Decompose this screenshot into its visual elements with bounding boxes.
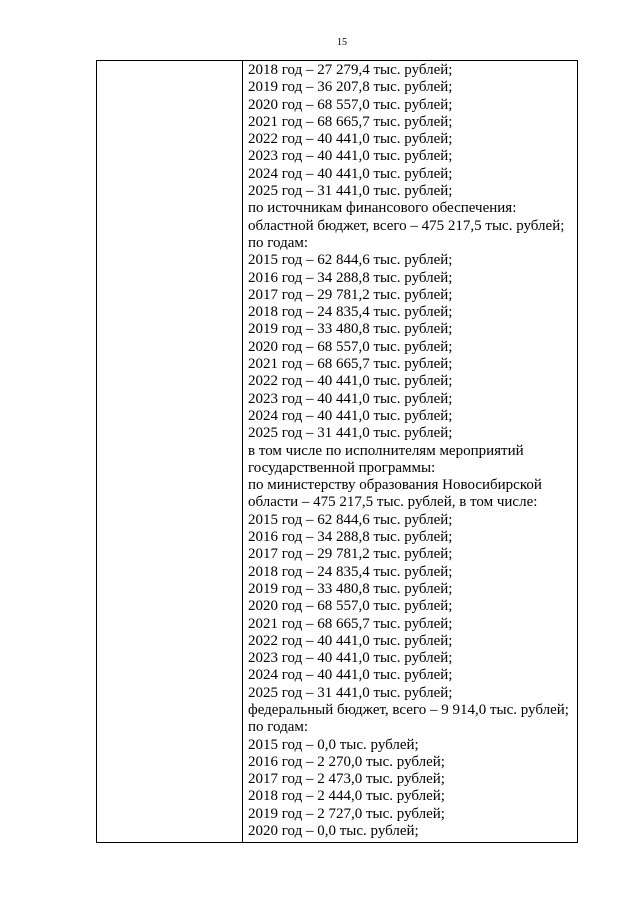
text-line: 2025 год – 31 441,0 тыс. рублей; xyxy=(248,684,453,701)
text-line: по министерству образования Новосибирской xyxy=(248,477,542,494)
table-cell-left xyxy=(97,61,243,842)
text-line: по годам: xyxy=(248,719,309,736)
text-line: 2025 год – 31 441,0 тыс. рублей; xyxy=(248,425,453,442)
text-line: 2018 год – 27 279,4 тыс. рублей; xyxy=(248,62,453,78)
text-line: 2018 год – 24 835,4 тыс. рублей; xyxy=(248,563,453,580)
text-line: 2016 год – 34 288,8 тыс. рублей; xyxy=(248,529,453,546)
text-line: по годам: xyxy=(248,234,309,251)
text-line: области – 475 217,5 тыс. рублей, в том числе: xyxy=(248,494,538,511)
text-line: областной бюджет, всего – 475 217,5 тыс. рублей; xyxy=(248,217,565,234)
text-line: 2023 год – 40 441,0 тыс. рублей; xyxy=(248,390,453,407)
text-line: 2015 год – 62 844,6 тыс. рублей; xyxy=(248,252,453,269)
table-cell-right xyxy=(243,61,577,842)
text-line: 2020 год – 68 557,0 тыс. рублей; xyxy=(248,598,453,615)
text-line: 2024 год – 40 441,0 тыс. рублей; xyxy=(248,667,453,684)
text-line: 2023 год – 40 441,0 тыс. рублей; xyxy=(248,650,453,667)
text-line: государственной программы: xyxy=(248,459,436,476)
text-line: 2018 год – 24 835,4 тыс. рублей; xyxy=(248,304,453,321)
text-line: 2019 год – 2 727,0 тыс. рублей; xyxy=(248,805,445,822)
text-line: федеральный бюджет, всего – 9 914,0 тыс. рублей; xyxy=(248,701,569,718)
text-line: в том числе по исполнителям мероприятий xyxy=(248,442,524,459)
text-line: 2021 год – 68 665,7 тыс. рублей; xyxy=(248,615,453,632)
text-line: 2022 год – 40 441,0 тыс. рублей; xyxy=(248,131,453,148)
text-line: 2022 год – 40 441,0 тыс. рублей; xyxy=(248,632,453,649)
text-line: 2024 год – 40 441,0 тыс. рублей; xyxy=(248,407,453,424)
text-line: 2025 год – 31 441,0 тыс. рублей; xyxy=(248,183,453,200)
text-line: 2017 год – 29 781,2 тыс. рублей; xyxy=(248,286,453,303)
page-number: 15 xyxy=(337,37,347,48)
text-line: 2017 год – 29 781,2 тыс. рублей; xyxy=(248,546,453,563)
text-line: 2020 год – 68 557,0 тыс. рублей; xyxy=(248,96,453,113)
text-line: 2021 год – 68 665,7 тыс. рублей; xyxy=(248,356,453,373)
text-line: 2023 год – 40 441,0 тыс. рублей; xyxy=(248,148,453,165)
text-line: 2015 год – 0,0 тыс. рублей; xyxy=(248,736,419,753)
text-line: по источникам финансового обеспечения: xyxy=(248,200,517,217)
text-line: 2019 год – 36 207,8 тыс. рублей; xyxy=(248,79,453,96)
text-line: 2024 год – 40 441,0 тыс. рублей; xyxy=(248,165,453,182)
text-line: 2016 год – 2 270,0 тыс. рублей; xyxy=(248,753,445,770)
funding-table xyxy=(96,60,578,843)
text-line: 2016 год – 34 288,8 тыс. рублей; xyxy=(248,269,453,286)
text-line: 2019 год – 33 480,8 тыс. рублей; xyxy=(248,580,453,597)
text-line: 2022 год – 40 441,0 тыс. рублей; xyxy=(248,373,453,390)
text-line: 2017 год – 2 473,0 тыс. рублей; xyxy=(248,771,445,788)
text-line: 2021 год – 68 665,7 тыс. рублей; xyxy=(248,113,453,130)
text-line: 2018 год – 2 444,0 тыс. рублей; xyxy=(248,788,445,805)
text-line: 2015 год – 62 844,6 тыс. рублей; xyxy=(248,511,453,528)
text-line: 2019 год – 33 480,8 тыс. рублей; xyxy=(248,321,453,338)
text-line: 2020 год – 0,0 тыс. рублей; xyxy=(248,823,419,840)
text-line: 2020 год – 68 557,0 тыс. рублей; xyxy=(248,338,453,355)
